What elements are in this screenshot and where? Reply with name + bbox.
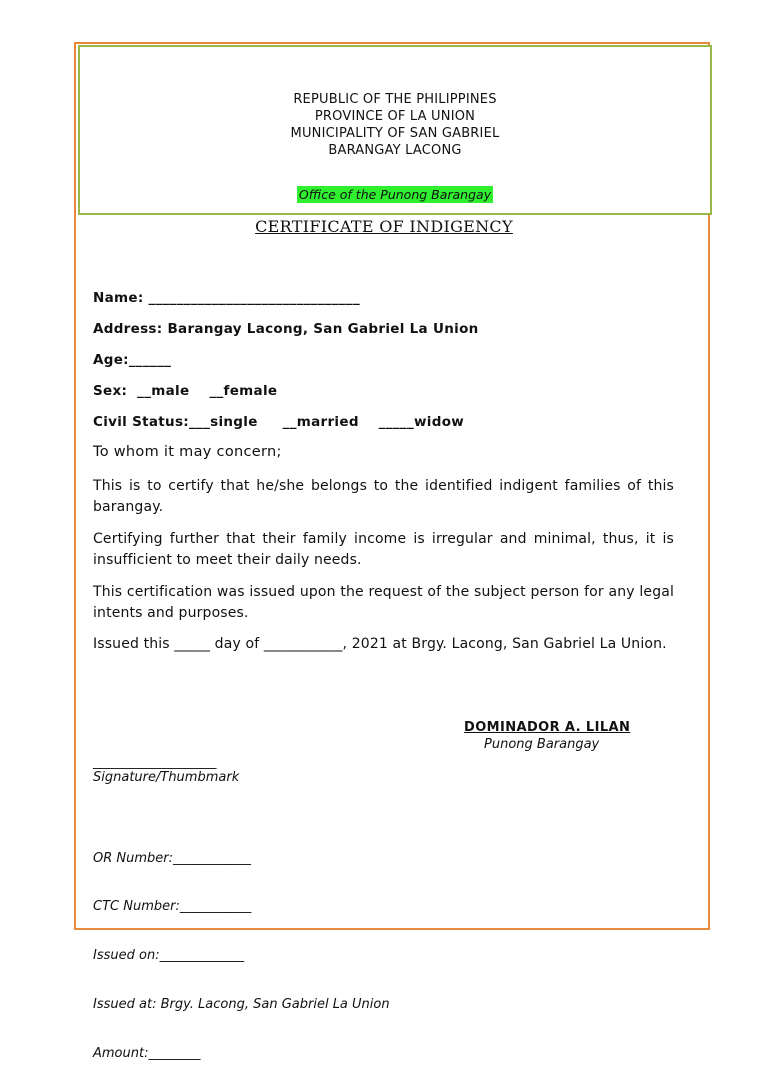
- age-field: Age:______: [93, 352, 172, 368]
- paragraph-purpose: This certification was issued upon the request of the subject person for any legal intents and purposes.: [93, 584, 674, 621]
- header-municipality: MUNICIPALITY OF SAN GABRIEL: [290, 126, 500, 141]
- certificate-title: CERTIFICATE OF INDIGENCY: [255, 217, 513, 236]
- amount: Amount:________: [93, 1046, 201, 1062]
- header-province: PROVINCE OF LA UNION: [314, 109, 476, 124]
- address-field: Address: Barangay Lacong, San Gabriel La Union: [93, 321, 479, 337]
- issued-at: Issued at: Brgy. Lacong, San Gabriel La Union: [93, 997, 390, 1013]
- salutation: To whom it may concern;: [93, 444, 282, 460]
- signature-line: ___________________: [93, 755, 217, 770]
- office-label: Office of the Punong Barangay: [298, 187, 492, 202]
- or-number: OR Number:____________: [93, 850, 251, 866]
- civil-status-field: Civil Status:___single __married _____widow: [93, 414, 465, 430]
- letterhead-box: [78, 45, 712, 215]
- paragraph-issued: Issued this _____ day of ___________, 2021 at Brgy. Lacong, San Gabriel La Union.: [93, 636, 667, 652]
- issued-on: Issued on:_____________: [93, 948, 245, 964]
- record-block: [93, 818, 390, 1079]
- signature-label: Signature/Thumbmark: [93, 770, 240, 785]
- sex-field: Sex: __male __female: [93, 383, 278, 399]
- paragraph-income: Certifying further that their family income is irregular and minimal, thus, it is insufficient to meet their daily needs.: [93, 531, 674, 568]
- header-barangay: BARANGAY LACONG: [328, 143, 462, 158]
- ctc-number: CTC Number:___________: [93, 899, 252, 915]
- header-republic: REPUBLIC OF THE PHILIPPINES: [293, 92, 497, 107]
- signatory-position: Punong Barangay: [484, 737, 600, 752]
- name-field: Name: ______________________________: [93, 290, 361, 306]
- letterhead-text: [80, 91, 710, 159]
- paragraph-indigent: This is to certify that he/she belongs to the identified indigent families of this barangay.: [93, 478, 674, 515]
- office-line: [80, 184, 710, 203]
- signatory-name: DOMINADOR A. LILAN: [464, 720, 631, 735]
